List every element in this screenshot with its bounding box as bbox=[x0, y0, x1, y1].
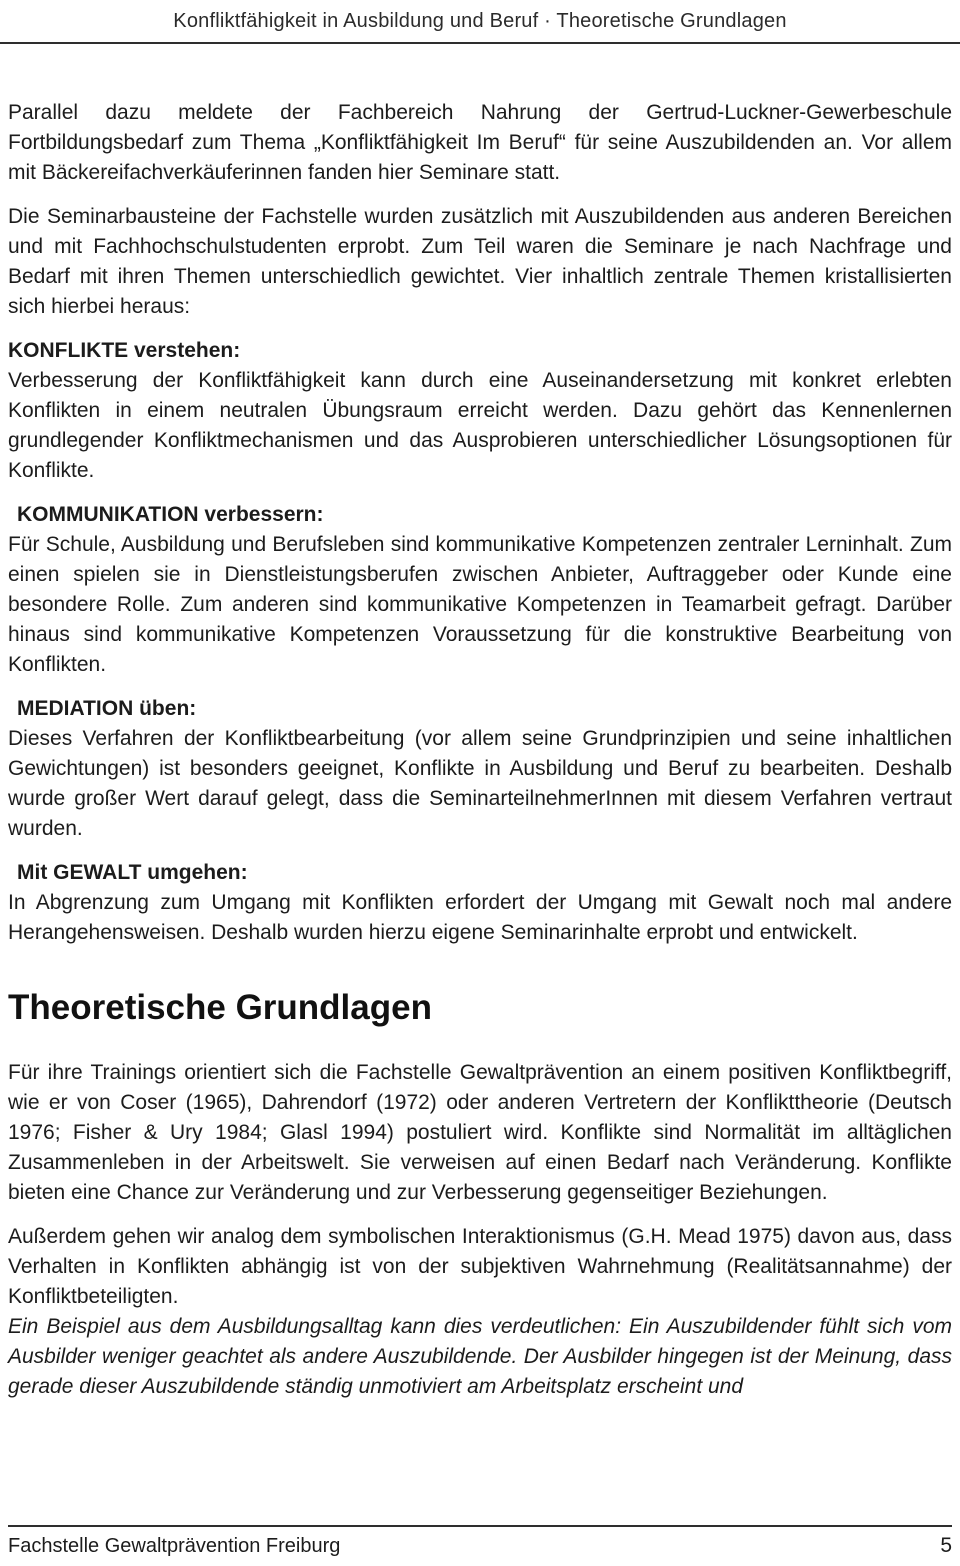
theme-heading-gewalt: Mit GEWALT umgehen: bbox=[17, 861, 248, 884]
document-footer bbox=[0, 1525, 960, 1566]
intro-paragraph-2: Die Seminarbausteine der Fachstelle wurden zusätzlich mit Auszubildenden aus anderen Bereichen und mit Fachhochschulstudenten erprobt. Zum Teil waren die Seminare je nach Nachfrage und Bedarf mit ihren Themen unterschiedlich gewichtet. Vier inhaltlich zentrale Themen kristallisierten sich hierbei heraus: bbox=[8, 205, 952, 318]
page-number: 5 bbox=[940, 1534, 952, 1557]
theme-block-konflikte bbox=[8, 336, 952, 486]
theme-body-kommunikation: Für Schule, Ausbildung und Berufsleben sind kommunikative Kompetenzen zentraler Lerninhalt. Zum einen spielen sie in Dienstleistungsberufen zwischen Anbieter, Auftraggeber oder Kunde eine besondere Rolle. Zum anderen sind kommunikative Kompetenzen in Teamarbeit gefragt. Darüber hinaus sind kommunikative Kompetenzen Voraussetzung für die konstruktive Bearbeitung von Konflikten. bbox=[8, 533, 952, 676]
footer-publisher: Fachstelle Gewaltprävention Freiburg bbox=[8, 1535, 341, 1557]
page-header-title: Konfliktfähigkeit in Ausbildung und Beruf · Theoretische Grundlagen bbox=[173, 10, 787, 32]
theme-heading-mediation: MEDIATION üben: bbox=[17, 697, 197, 720]
theory-paragraph-1: Für ihre Trainings orientiert sich die Fachstelle Gewaltprävention an einem positiven Konfliktbegriff, wie er von Coser (1965), Dahrendorf (1972) oder anderen Vertretern der Konflikttheorie (Deutsch 1976; Fisher & Ury 1984; Glasl 1994) postuliert wird. Konflikte sind Normalität im alltäglichen Zusammenleben in der Arbeitswelt. Sie verweisen auf einen Bedarf nach Veränderung. Konflikte bieten eine Chance zur Veränderung und zur Verbesserung gegenseitiger Beziehungen. bbox=[8, 1061, 952, 1204]
document-body bbox=[8, 98, 952, 1402]
theme-body-konflikte: Verbesserung der Konfliktfähigkeit kann durch eine Auseinandersetzung mit konkret erlebten Konflikten in einem neutralen Übungsraum erreicht werden. Dazu gehört das Kennenlernen grundlegender Konfliktmechanismen und das Ausprobieren unterschiedlicher Lösungsoptionen für Konflikte. bbox=[8, 369, 952, 482]
footer-row bbox=[8, 1534, 952, 1558]
theme-block-kommunikation bbox=[8, 500, 952, 680]
theme-body-mediation: Dieses Verfahren der Konfliktbearbeitung (vor allem seine Grundprinzipien und seine inhaltlichen Gewichtungen) ist besonders geeignet, Konflikte in Ausbildung und Beruf zu bearbeiten. Deshalb wurde großer Wert darauf gelegt, dass die SeminarteilnehmerInnen mit diesem Verfahren vertraut wurden. bbox=[8, 727, 952, 840]
document-header bbox=[0, 0, 960, 44]
theme-block-mediation bbox=[8, 694, 952, 844]
theory-paragraph-2: Außerdem gehen wir analog dem symbolischen Interaktionismus (G.H. Mead 1975) davon aus, dass Verhalten in Konflikten abhängig ist von der subjektiven Wahrnehmung (Realitätsannahme) der Konfliktbeteiligten. bbox=[8, 1225, 952, 1308]
theme-heading-kommunikation: KOMMUNIKATION verbessern: bbox=[17, 503, 324, 526]
example-paragraph-italic: Ein Beispiel aus dem Ausbildungsalltag kann dies verdeutlichen: Ein Auszubildender fühlt sich vom Ausbilder weniger geachtet als andere Auszubildende. Der Ausbilder hingegen ist der Meinung, dass gerade dieser Auszubildende ständig unmotiviert am Arbeitsplatz erscheint und bbox=[8, 1315, 952, 1398]
theme-heading-konflikte: KONFLIKTE verstehen: bbox=[8, 339, 241, 362]
intro-paragraph-1: Parallel dazu meldete der Fachbereich Nahrung der Gertrud-Luckner-Gewerbeschule Fortbildungsbedarf zum Thema „Konfliktfähigkeit Im Beruf“ für seine Auszubildenden an. Vor allem mit Bäckereifachverkäuferinnen fanden hier Seminare statt. bbox=[8, 101, 952, 184]
footer-divider bbox=[8, 1525, 952, 1527]
theme-block-gewalt bbox=[8, 858, 952, 948]
section-title: Theoretische Grundlagen bbox=[8, 988, 432, 1027]
theme-body-gewalt: In Abgrenzung zum Umgang mit Konflikten erfordert der Umgang mit Gewalt noch mal andere Herangehensweisen. Deshalb wurden hierzu eigene Seminarinhalte erprobt und entwickelt. bbox=[8, 891, 952, 944]
header-divider bbox=[0, 42, 960, 44]
